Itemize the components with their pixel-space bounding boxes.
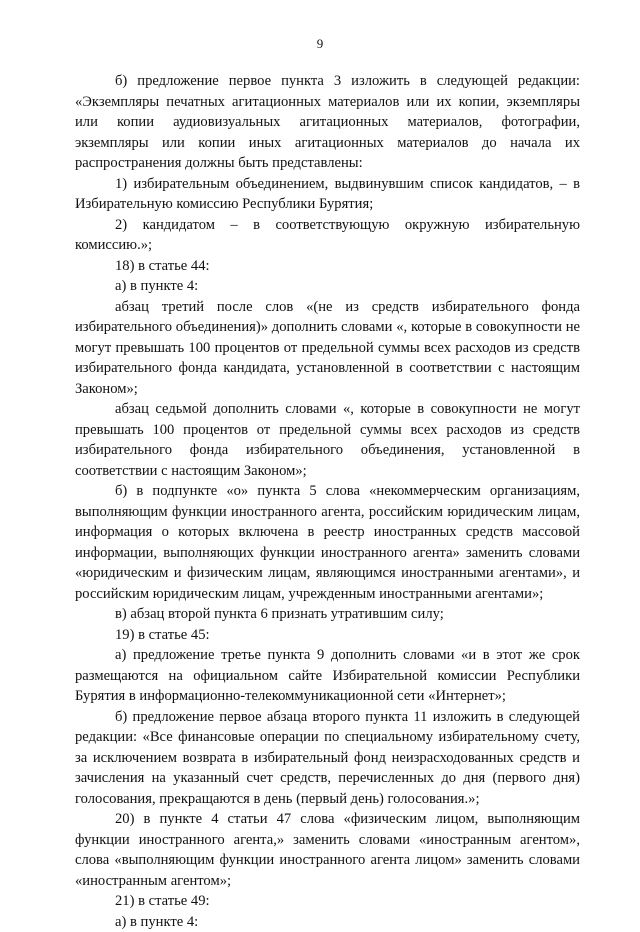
paragraph-a-point-9: а) предложение третье пункта 9 дополнить словами «и в этот же срок размещаются на официальном сайте Избирательной комиссии Республики Бурятия в информационно-телекоммуникационной сети «Интернет»; bbox=[75, 645, 580, 707]
paragraph-article-49: 21) в статье 49: bbox=[75, 891, 580, 912]
paragraph-item-2: 2) кандидатом – в соответствующую окружную избирательную комиссию.»; bbox=[75, 215, 580, 256]
paragraph-a-point-4-second: а) в пункте 4: bbox=[75, 912, 580, 932]
paragraph-1b-clause3: б) предложение первое пункта 3 изложить в следующей редакции: «Экземпляры печатных агитационных материалов или их копии, экземпляры или копии аудиовизуальных агитационных материалов, фотографии, экземпляры или копии иных агитационных материалов до начала их распространения должны быть представлены: bbox=[75, 71, 580, 174]
paragraph-article-44: 18) в статье 44: bbox=[75, 256, 580, 277]
document-body bbox=[75, 71, 580, 932]
paragraph-article-47: 20) в пункте 4 статьи 47 слова «физическим лицом, выполняющим функции иностранного агента,» заменить словами «иностранным агентом», слова «выполняющим функции иностранного агента лицом» заменить словами «иностранным агентом»; bbox=[75, 809, 580, 891]
paragraph-b-point-11: б) предложение первое абзаца второго пункта 11 изложить в следующей редакции: «Все финансовые операции по специальному избирательному счету, за исключением возврата в избирательный фонд неизрасходованных средств и зачисления на указанный счет средств, перечисленных до дня (первого дня) голосования, прекращаются в день (первый день) голосования.»; bbox=[75, 707, 580, 810]
paragraph-v-point-6: в) абзац второй пункта 6 признать утратившим силу; bbox=[75, 604, 580, 625]
paragraph-a-point-4: а) в пункте 4: bbox=[75, 276, 580, 297]
paragraph-article-45: 19) в статье 45: bbox=[75, 625, 580, 646]
paragraph-seventh-indent: абзац седьмой дополнить словами «, которые в совокупности не могут превышать 100 процентов от предельной суммы всех расходов из средств избирательного фонда избирательного объединения, установленной в соответствии с настоящим Законом»; bbox=[75, 399, 580, 481]
page-number: 9 bbox=[0, 36, 640, 52]
paragraph-b-subpoint-o: б) в подпункте «о» пункта 5 слова «некоммерческим организациям, выполняющим функции иностранного агента, российским юридическим лицам, информация о которых включена в реестр иностранных средств массовой информации, выполняющих функции иностранного агента» заменить словами «юридическим и физическим лицам, являющимся иностранными агентами», и российским юридическим лицам, учрежденным иностранными агентами»; bbox=[75, 481, 580, 604]
paragraph-item-1: 1) избирательным объединением, выдвинувшим список кандидатов, – в Избирательную комиссию Республики Бурятия; bbox=[75, 174, 580, 215]
paragraph-third-indent: абзац третий после слов «(не из средств избирательного фонда избирательного объединения)» дополнить словами «, которые в совокупности не могут превышать 100 процентов от предельной суммы всех расходов из средств избирательного фонда кандидата, установленной в соответствии с настоящим Законом»; bbox=[75, 297, 580, 400]
